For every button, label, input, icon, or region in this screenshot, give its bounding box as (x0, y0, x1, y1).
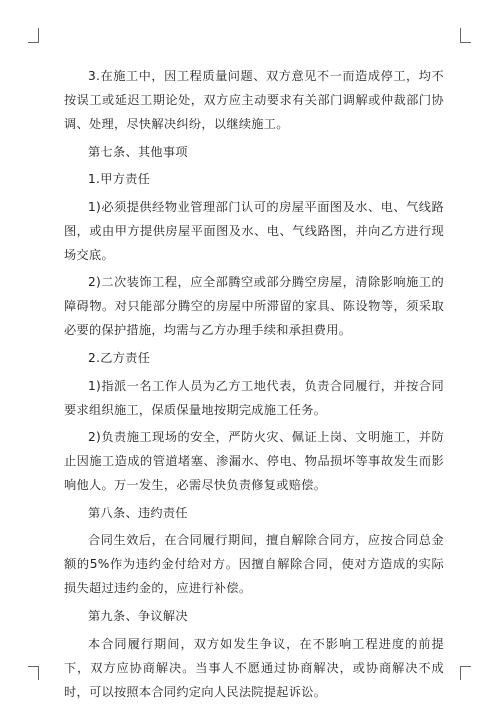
corner-mark-top-right-v (460, 28, 461, 42)
corner-mark-bottom-left-h (28, 666, 39, 667)
heading-article-8: 第八条、违约责任 (88, 505, 188, 520)
paragraph-party-a-duty-1: 1)必须提供经物业管理部门认可的房屋平面图及水、电、气线路图，或由甲方提供房屋平面图及水、电、气线路图，并向乙方进行现场交底。 (64, 199, 444, 262)
paragraph-party-b-duty-1: 1)指派一名工作人员为乙方工地代表，负责合同履行，并按合同要求组织施工，保质保量地按期完成施工任务。 (64, 378, 444, 417)
paragraph-breach-liability: 合同生效后，在合同履行期间，擅自解除合同方，应按合同总金额的5%作为违约金付给对方。因擅自解除合同，使对方造成的实际损失超过违约金的，应进行补偿。 (64, 533, 444, 596)
corner-mark-bottom-left-v (38, 666, 39, 680)
document-body (64, 64, 444, 707)
paragraph-party-a-duty-2: 2)二次装饰工程，应全部腾空或部分腾空房屋，清除影响施工的障碍物。对只能部分腾空的房屋中所滞留的家具、陈设物等，须采取必要的保护措施，均需与乙方办理手续和承担费用。 (64, 275, 444, 338)
corner-mark-top-left-h (28, 42, 39, 43)
corner-mark-top-left-v (38, 28, 39, 42)
heading-article-7: 第七条、其他事项 (88, 144, 188, 159)
heading-article-9: 第九条、争议解决 (88, 608, 188, 623)
paragraph-dispute-resolution: 本合同履行期间，双方如发生争议，在不影响工程进度的前提下，双方应协商解决。当事人不愿通过协商解决，或协商解决不成时，可以按照本合同约定向人民法院提起诉讼。 (64, 636, 444, 699)
heading-party-a-duties: 1.甲方责任 (88, 172, 151, 187)
paragraph-party-b-duty-2: 2)负责施工现场的安全，严防火灾、佩证上岗、文明施工，并防止因施工造成的管道堵塞、渗漏水、停电、物品损坏等事故发生而影响他人。万一发生，必需尽快负责修复或赔偿。 (64, 430, 444, 493)
heading-party-b-duties: 2.乙方责任 (88, 350, 151, 365)
corner-mark-bottom-right-h (460, 666, 471, 667)
paragraph-dispute-stoppage: 3.在施工中，因工程质量问题、双方意见不一而造成停工，均不按误工或延迟工期论处，双方应主动要求有关部门调解或仲裁部门协调、处理，尽快解决纠纷，以继续施工。 (64, 69, 444, 131)
corner-mark-bottom-right-v (460, 666, 461, 680)
corner-mark-top-right-h (460, 42, 471, 43)
